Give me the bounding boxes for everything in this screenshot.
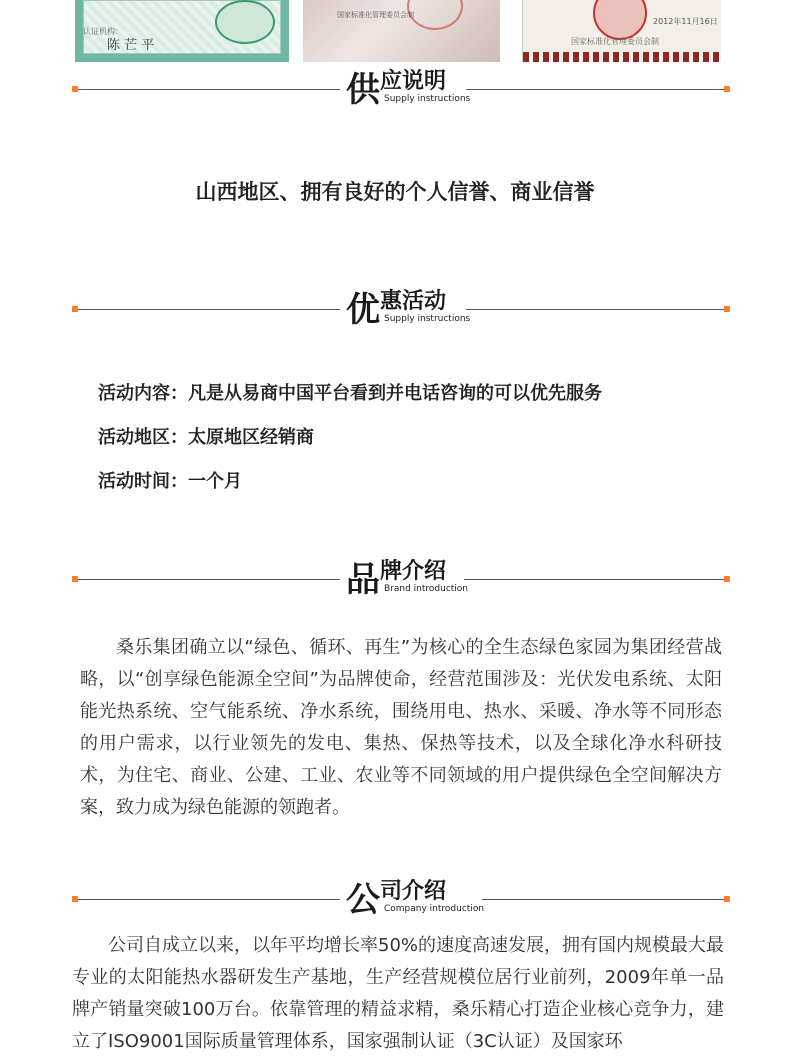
promo-time: 活动时间：一个月 bbox=[98, 471, 242, 492]
section-title bbox=[346, 70, 446, 110]
certificate-seal bbox=[407, 0, 463, 30]
divider-line bbox=[482, 899, 724, 900]
section-title bbox=[346, 560, 446, 600]
divider-line bbox=[466, 89, 724, 90]
section-title-first-char: 公 bbox=[346, 880, 380, 920]
accent-dot bbox=[724, 896, 730, 902]
section-title bbox=[346, 880, 446, 920]
divider-line bbox=[466, 309, 724, 310]
certificate-text: 认证机构： bbox=[83, 27, 123, 36]
section-title-rest: 应说明 bbox=[380, 69, 447, 94]
promo-region: 活动地区：太原地区经销商 bbox=[98, 427, 314, 448]
section-header-brand bbox=[72, 560, 730, 600]
section-subtitle: Company introduction bbox=[384, 904, 485, 914]
supply-description: 山西地区、拥有良好的个人信誉、商业信誉 bbox=[195, 180, 595, 204]
divider-line bbox=[78, 579, 340, 580]
accent-dot bbox=[724, 576, 730, 582]
divider-line bbox=[78, 89, 340, 90]
section-title-first-char: 优 bbox=[346, 290, 380, 330]
national-emblem-seal bbox=[593, 0, 647, 40]
section-title-first-char: 品 bbox=[346, 560, 380, 600]
certificate-caption: 国家标准化管理委员会制 bbox=[337, 11, 414, 19]
divider-line bbox=[464, 579, 724, 580]
certificate-image-3 bbox=[522, 0, 721, 62]
divider-line bbox=[78, 899, 340, 900]
section-header-company bbox=[72, 880, 730, 920]
certificate-date: 2012年11月16日 bbox=[653, 17, 718, 26]
divider-line bbox=[78, 309, 340, 310]
section-subtitle: Supply instructions bbox=[384, 94, 471, 104]
section-subtitle: Brand introduction bbox=[384, 584, 469, 594]
accent-dot bbox=[724, 306, 730, 312]
section-subtitle: Supply instructions bbox=[384, 314, 471, 324]
certificate-seal bbox=[215, 0, 275, 44]
section-title bbox=[346, 290, 446, 330]
certificate-image-2 bbox=[303, 0, 500, 62]
section-title-rest: 司介绍 bbox=[380, 879, 447, 904]
accent-dot bbox=[724, 86, 730, 92]
certificate-signature: 陈 芒 平 bbox=[107, 38, 155, 53]
certificate-image-1 bbox=[75, 0, 289, 62]
brand-paragraph: 桑乐集团确立以“绿色、循环、再生”为核心的全生态绿色家园为集团经营战略，以“创享绿色能源全空间”为品牌使命，经营范围涉及：光伏发电系统、太阳能光热系统、空气能系统、净水系统，围绕用电、热水、采暖、净水等不同形态的用户需求，以行业领先的发电、集热、保热等技术，以及全球化净水科研技术，为住宅、商业、公建、工业、农业等不同领域的用户提供绿色全空间解决方案，致力成为绿色能源的领跑者。 bbox=[80, 637, 722, 818]
certificate-border bbox=[523, 52, 721, 62]
section-header-promotion bbox=[72, 290, 730, 330]
section-title-rest: 牌介绍 bbox=[380, 559, 447, 584]
section-title-rest: 惠活动 bbox=[380, 289, 447, 314]
section-title-first-char: 供 bbox=[346, 70, 380, 110]
promo-content: 活动内容：凡是从易商中国平台看到并电话咨询的可以优先服务 bbox=[98, 383, 602, 404]
section-header-supply bbox=[72, 70, 730, 110]
certificate-caption: 国家标准化管理委员会制 bbox=[571, 37, 659, 46]
company-paragraph: 公司自成立以来，以年平均增长率50%的速度高速发展，拥有国内规模最大最专业的太阳能热水器研发生产基地，生产经营规模位居行业前列，2009年单一品牌产销量突破100万台。依靠管理的精益求精，桑乐精心打造企业核心竞争力，建立了ISO9001国际质量管理体系，国家强制认证（3C认证）及国家环 bbox=[72, 935, 725, 1052]
